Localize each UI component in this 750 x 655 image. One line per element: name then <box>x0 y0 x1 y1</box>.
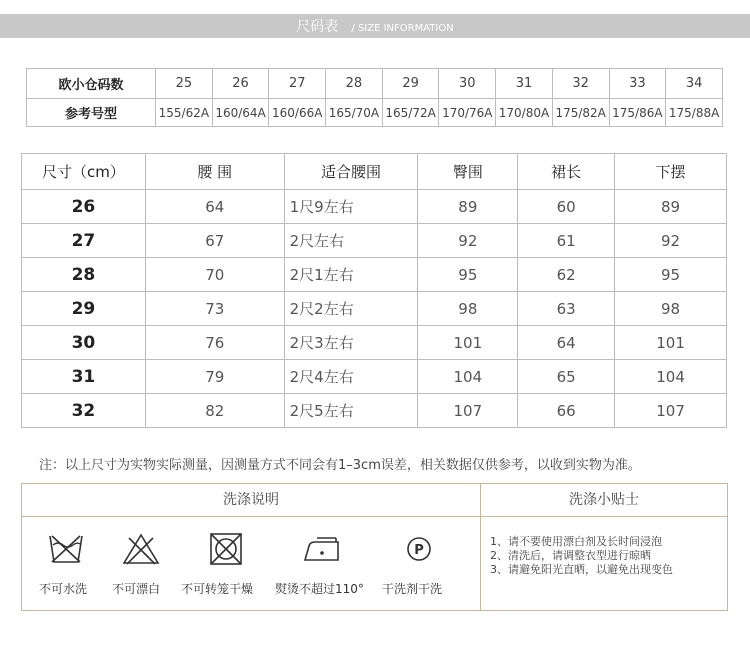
hem-cell: 104 <box>615 360 727 394</box>
eu-size-cell: 31 <box>496 69 553 99</box>
hip-cell: 92 <box>418 224 518 258</box>
eu-size-cell: 25 <box>156 69 213 99</box>
fit-waist-cell: 2尺3左右 <box>284 326 418 360</box>
care-section <box>21 483 728 611</box>
hem-cell: 89 <box>615 190 727 224</box>
fit-waist-cell: 2尺5左右 <box>284 394 418 428</box>
hem-cell: 98 <box>615 292 727 326</box>
care-instructions-title: 洗涤说明 <box>22 484 481 517</box>
no-wash-label: 不可水洗 <box>39 582 88 596</box>
hip-cell: 101 <box>418 326 518 360</box>
no-bleach-icon <box>121 532 161 566</box>
dry-clean-icon <box>404 532 434 566</box>
size-cell: 32 <box>22 394 146 428</box>
eu-size-cell: 29 <box>382 69 439 99</box>
hip-cell: 95 <box>418 258 518 292</box>
hem-cell: 95 <box>615 258 727 292</box>
length-cell: 64 <box>518 326 615 360</box>
care-tips-title: 洗涤小贴士 <box>481 484 727 517</box>
no-tumble-dry-icon <box>208 532 244 566</box>
waist-cell: 79 <box>145 360 284 394</box>
table-row <box>22 394 727 428</box>
waist-cell: 70 <box>145 258 284 292</box>
eu-size-cell: 28 <box>326 69 383 99</box>
table-row <box>22 292 727 326</box>
hem-cell: 107 <box>615 394 727 428</box>
length-cell: 60 <box>518 190 615 224</box>
size-cell: 27 <box>22 224 146 258</box>
eu-size-table <box>26 68 723 127</box>
fit-waist-cell: 2尺2左右 <box>284 292 418 326</box>
table-row <box>22 190 727 224</box>
table-row <box>22 224 727 258</box>
table-row <box>22 258 727 292</box>
ref-type-cell: 165/70A <box>326 99 383 127</box>
length-cell: 62 <box>518 258 615 292</box>
eu-size-cell: 27 <box>269 69 326 99</box>
hip-cell: 89 <box>418 190 518 224</box>
size-cell: 29 <box>22 292 146 326</box>
no-bleach-label: 不可漂白 <box>112 582 161 596</box>
header-fit-waist: 适合腰围 <box>284 154 418 190</box>
ref-type-label: 参考号型 <box>27 99 156 127</box>
waist-cell: 67 <box>145 224 284 258</box>
fit-waist-cell: 2尺左右 <box>284 224 418 258</box>
ref-type-cell: 170/76A <box>439 99 496 127</box>
size-cell: 31 <box>22 360 146 394</box>
iron-label: 熨烫不超过110° <box>275 582 364 596</box>
ref-type-cell: 165/72A <box>382 99 439 127</box>
length-cell: 61 <box>518 224 615 258</box>
list-item: 2、清洗后，请调整衣型进行晾晒 <box>490 549 651 562</box>
page-title: 尺码表 <box>296 19 339 35</box>
size-cell: 30 <box>22 326 146 360</box>
length-cell: 65 <box>518 360 615 394</box>
waist-cell: 82 <box>145 394 284 428</box>
size-table <box>21 153 727 428</box>
hem-cell: 101 <box>615 326 727 360</box>
waist-cell: 64 <box>145 190 284 224</box>
waist-cell: 76 <box>145 326 284 360</box>
length-cell: 66 <box>518 394 615 428</box>
no-wash-icon <box>44 532 88 566</box>
measurement-note: 注：以上尺寸为实物实际测量，因测量方式不同会有1–3cm误差，相关数据仅供参考，以收到实物为准。 <box>39 458 641 473</box>
ref-type-cell: 160/66A <box>269 99 326 127</box>
eu-size-row <box>27 69 723 99</box>
hip-cell: 104 <box>418 360 518 394</box>
header-hem: 下摆 <box>615 154 727 190</box>
hip-cell: 107 <box>418 394 518 428</box>
care-divider <box>480 516 481 610</box>
length-cell: 63 <box>518 292 615 326</box>
eu-size-cell: 34 <box>666 69 723 99</box>
ref-type-cell: 175/86A <box>609 99 666 127</box>
dry-clean-letter: P <box>414 543 424 558</box>
eu-size-cell: 26 <box>212 69 269 99</box>
dry-clean-label: 干洗剂干洗 <box>382 582 443 596</box>
fit-waist-cell: 2尺4左右 <box>284 360 418 394</box>
no-tumble-dry-label: 不可转笼干燥 <box>181 582 254 596</box>
ref-type-cell: 170/80A <box>496 99 553 127</box>
size-cell: 28 <box>22 258 146 292</box>
ref-type-cell: 160/64A <box>212 99 269 127</box>
ref-type-cell: 155/62A <box>156 99 213 127</box>
table-row <box>22 360 727 394</box>
care-tips-list <box>490 535 673 577</box>
ref-type-row <box>27 99 723 127</box>
eu-size-label: 欧小仓码数 <box>27 69 156 99</box>
header-waist: 腰 围 <box>145 154 284 190</box>
header-skirt-length: 裙长 <box>518 154 615 190</box>
header-size: 尺寸（cm） <box>22 154 146 190</box>
eu-size-cell: 33 <box>609 69 666 99</box>
table-row <box>22 326 727 360</box>
size-cell: 26 <box>22 190 146 224</box>
eu-size-cell: 32 <box>552 69 609 99</box>
ref-type-cell: 175/88A <box>666 99 723 127</box>
iron-icon <box>302 532 342 566</box>
fit-waist-cell: 2尺1左右 <box>284 258 418 292</box>
fit-waist-cell: 1尺9左右 <box>284 190 418 224</box>
size-table-header <box>22 154 727 190</box>
page-subtitle: / SIZE INFORMATION <box>351 23 454 34</box>
list-item: 3、请避免阳光直晒，以避免出现变色 <box>490 563 673 576</box>
hem-cell: 92 <box>615 224 727 258</box>
header-hip: 臀围 <box>418 154 518 190</box>
waist-cell: 73 <box>145 292 284 326</box>
list-item: 1、请不要使用漂白剂及长时间浸泡 <box>490 535 662 548</box>
hip-cell: 98 <box>418 292 518 326</box>
ref-type-cell: 175/82A <box>552 99 609 127</box>
header-banner <box>0 14 750 38</box>
eu-size-cell: 30 <box>439 69 496 99</box>
